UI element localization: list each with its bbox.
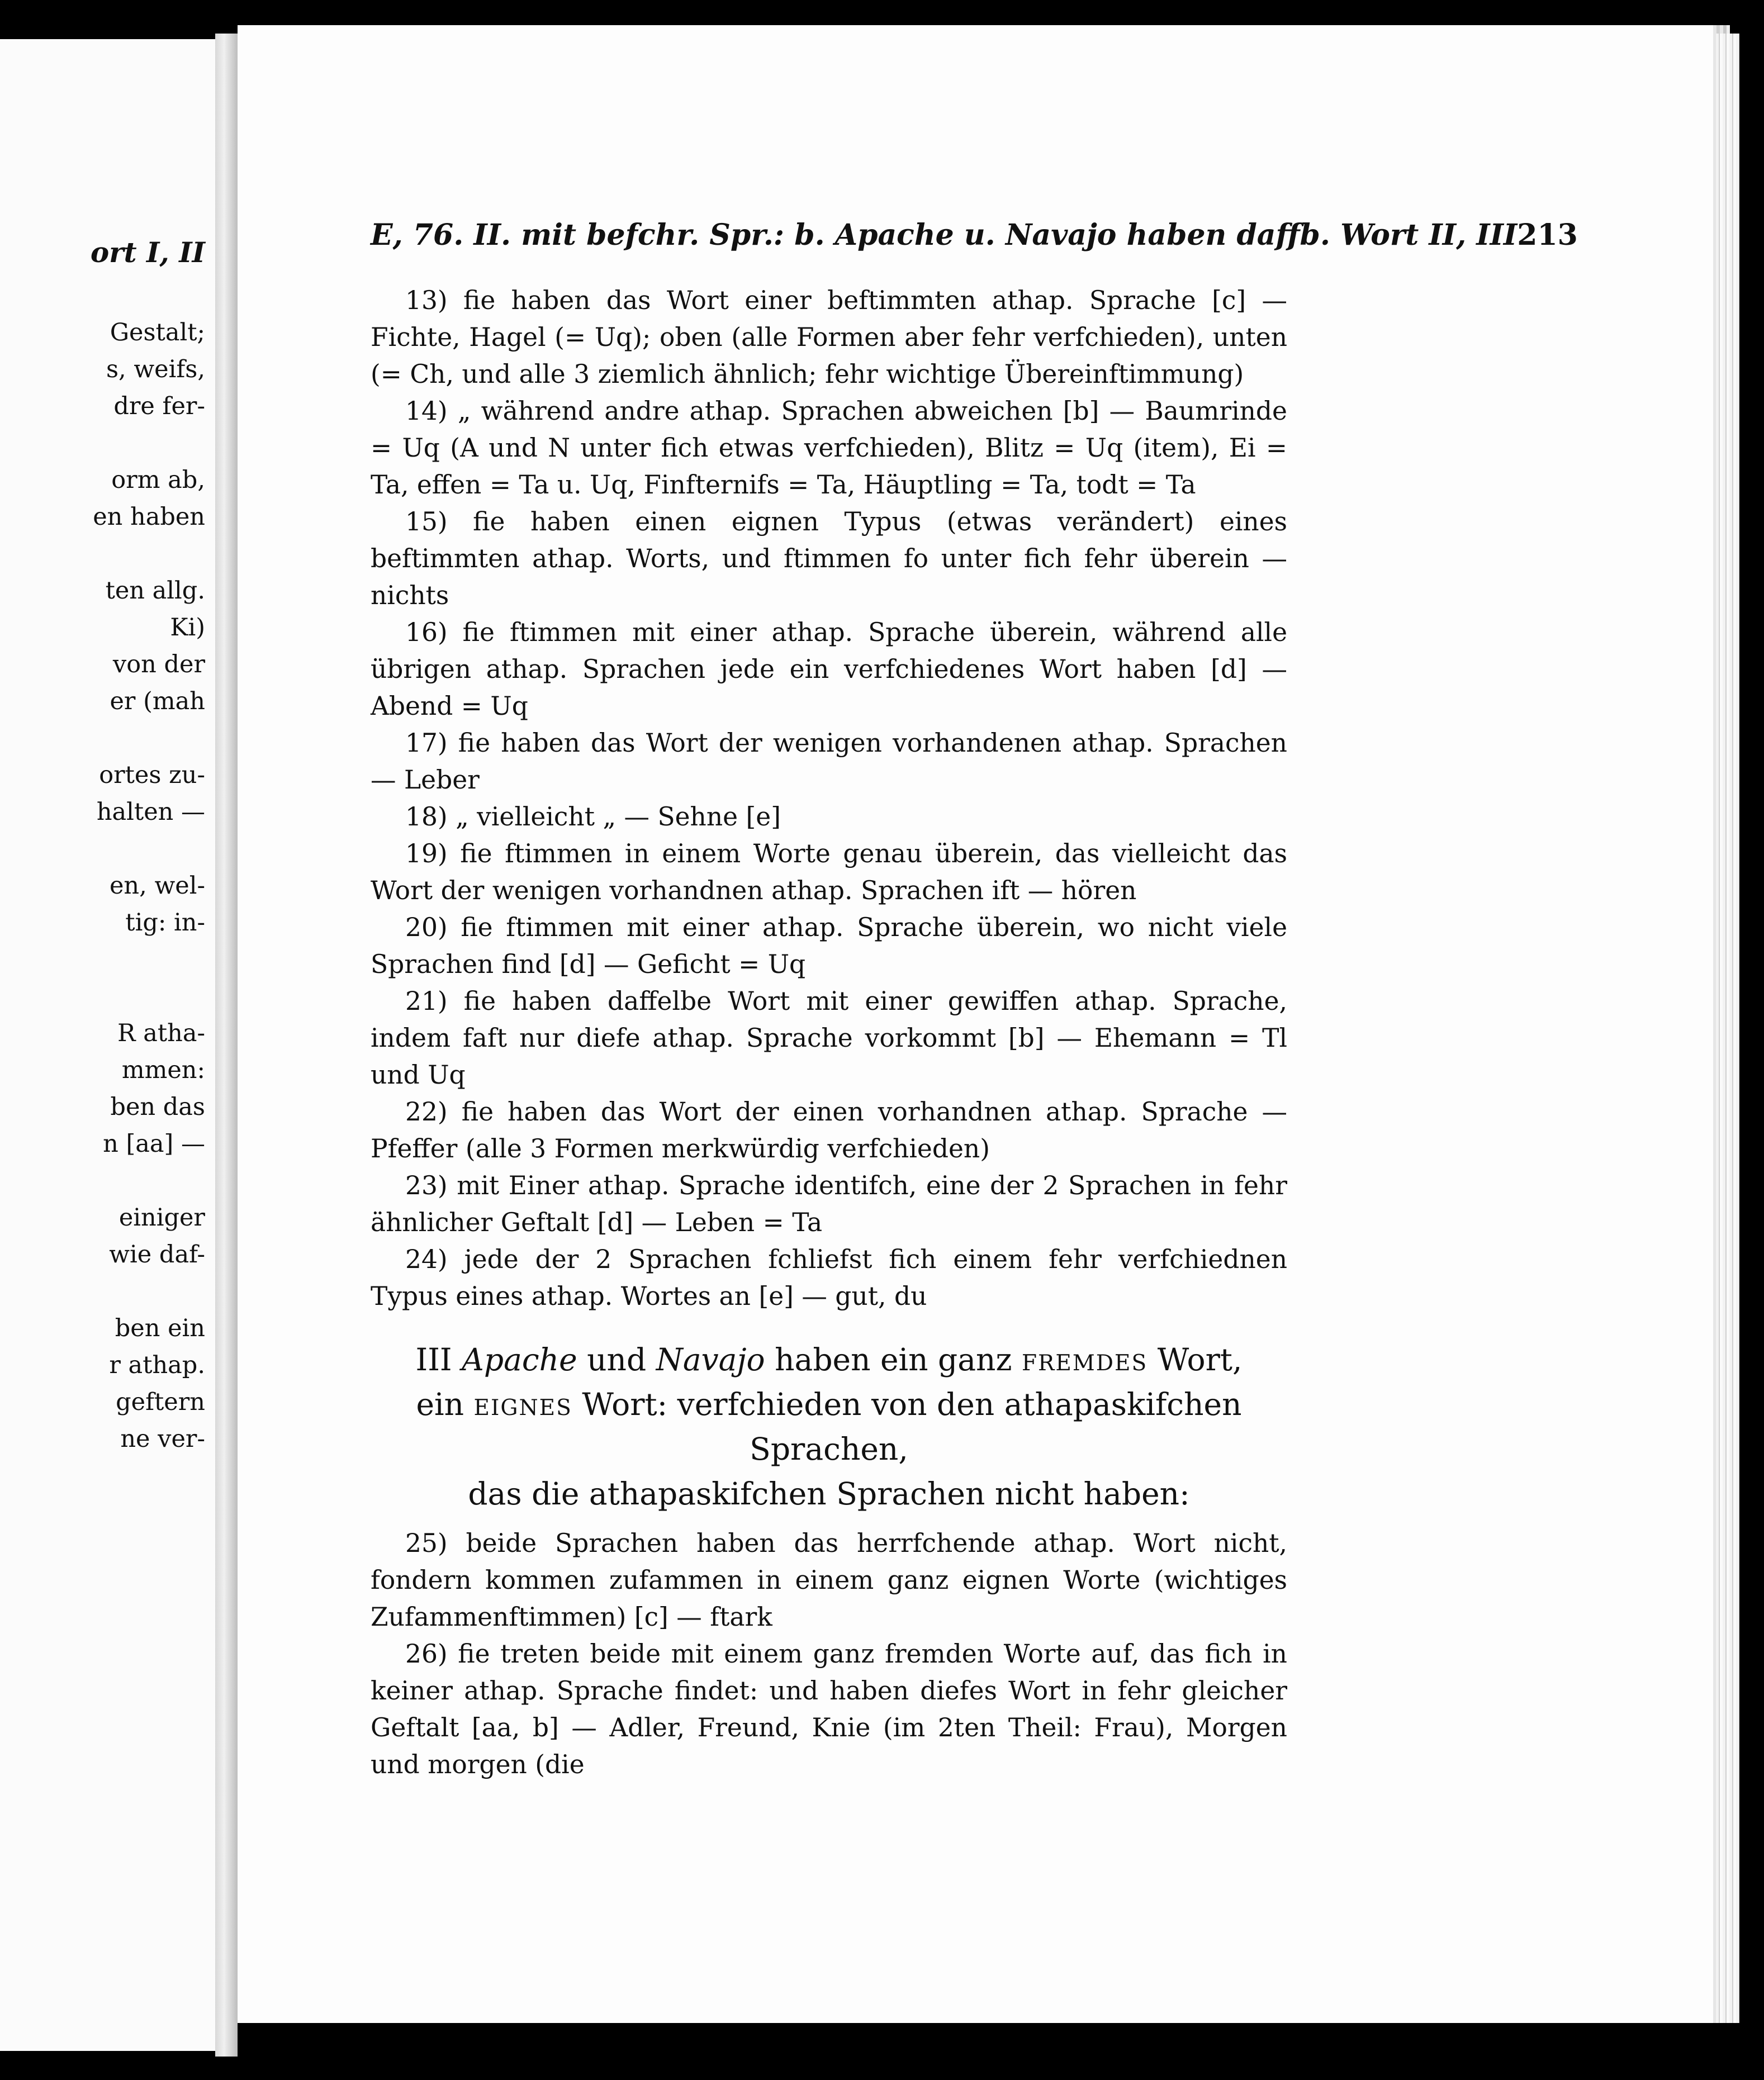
heading-text-a: haben ein ganz [765, 1342, 1022, 1378]
page-number: 213 [1517, 218, 1578, 252]
paragraph-23: 23) mit Einer athap. Sprache identifch, eine der 2 Sprachen in fehr ähnlicher Geftalt [d] — Leben = Ta [371, 1171, 1287, 1237]
paragraph-25: 25) beide Sprachen haben das herrfchende athap. Wort nicht, fondern kommen zufammen in einem ganz eignen Worte (wichtiges Zufammenftimmen) [c] — ftark [371, 1528, 1287, 1632]
paragraph-14: 14) „ während andre athap. Sprachen abweichen [b] — Baumrinde = Uq (A und N unter fich etwas verfchieden), Blitz = Uq (item), Ei = Ta, effen = Ta u. Uq, Finfternifs = Ta, Häuptling = Ta, todt = Ta [371, 396, 1287, 500]
left-page-line: wie daf- [109, 1241, 205, 1269]
heading-apache: Apache [462, 1342, 577, 1378]
left-page-line: von der [112, 650, 205, 678]
paragraph-20: 20) fie ftimmen mit einer athap. Sprache überein, wo nicht viele Sprachen find [d] — Geficht = Uq [371, 913, 1287, 979]
heading-text-b: Wort: verfchieden von den athapaskifchen Sprachen, [572, 1386, 1242, 1467]
heading-ein: ein [416, 1386, 474, 1422]
section-heading-line-3: das die athapaskifchen Sprachen nicht haben: [468, 1476, 1190, 1512]
page-edge-stack [1716, 34, 1739, 2023]
heading-eignes: eignes [473, 1386, 572, 1422]
heading-fremdes: fremdes [1021, 1342, 1148, 1378]
paragraph-19: 19) fie ftimmen in einem Worte genau überein, das vielleicht das Wort der wenigen vorhandnen athap. Sprachen ift — hören [371, 839, 1287, 905]
left-page-line: orm ab, [111, 466, 205, 494]
left-page-line: tig: in- [125, 909, 205, 937]
paragraph-22: 22) fie haben das Wort der einen vorhandnen athap. Sprache — Pfeffer (alle 3 Formen merkwürdig verfchieden) [371, 1097, 1287, 1164]
page-body [371, 282, 1287, 1783]
heading-navajo: Navajo [656, 1342, 765, 1378]
left-page-line: halten — [96, 798, 205, 826]
running-head-text: E, 76. II. mit befchr. Spr.: b. Apache u. Navajo haben daffb. Wort II, III [371, 218, 1518, 252]
paragraph-24: 24) jede der 2 Sprachen fchliefst fich einem fehr verfchiednen Typus eines athap. Wortes an [e] — gut, du [371, 1245, 1287, 1311]
left-page-line: ben das [110, 1093, 205, 1121]
left-page-line: r athap. [109, 1351, 205, 1379]
left-page-line: n [aa] — [103, 1130, 205, 1158]
paragraph-21: 21) fie haben daffelbe Wort mit einer gewiffen athap. Sprache, indem faft nur diefe athap. Sprache vorkommt [b] — Ehemann = Tl und Uq [371, 986, 1287, 1090]
section-heading-line-2 [371, 1382, 1287, 1471]
paragraph-26: 26) fie treten beide mit einem ganz fremden Worte auf, das fich in keiner athap. Sprache findet: und haben diefes Wort in fehr gleicher Geftalt [aa, b] — Adler, Freund, Knie (im 2ten Theil: Frau), Morgen und morgen (die [371, 1639, 1287, 1779]
paragraph-15: 15) fie haben einen eignen Typus (etwas verändert) eines beftimmten athap. Worts, und ftimmen fo unter fich fehr überein — nichts [371, 507, 1287, 610]
left-page-line: en, wel- [109, 872, 205, 900]
heading-wort: Wort, [1147, 1342, 1243, 1378]
heading-und: und [577, 1342, 656, 1378]
left-page-line: er (mah [110, 687, 205, 715]
paragraph-18: 18) „ vielleicht „ — Sehne [e] [405, 802, 781, 832]
left-page-line: ne ver- [120, 1425, 205, 1453]
left-page-line: Ki) [170, 614, 205, 642]
left-page-line: geftern [116, 1388, 205, 1416]
left-page-line: ortes zu- [99, 761, 205, 789]
left-page-line: R atha- [117, 1019, 205, 1047]
paragraph-13: 13) fie haben das Wort einer beftimmten athap. Sprache [c] — Fichte, Hagel (= Uq); oben (alle Formen aber fehr verfchieden), unten (= Ch, und alle 3 ziemlich ähnlich; fehr wichtige Übereinftimmung) [371, 286, 1287, 389]
running-head [371, 218, 1578, 252]
section-heading-iii [371, 1337, 1287, 1516]
paragraph-16: 16) fie ftimmen mit einer athap. Sprache überein, während alle übrigen athap. Sprachen jede ein verfchiedenes Wort haben [d] — Abend = Uq [371, 618, 1287, 721]
left-page-line: dre fer- [113, 392, 205, 420]
left-page-header: ort I, II [90, 236, 205, 269]
heading-numeral: III [415, 1342, 462, 1378]
left-page-line: s, weifs, [106, 355, 205, 383]
left-page-line: mmen: [121, 1056, 205, 1084]
left-page-line: Gestalt; [110, 319, 205, 346]
left-page-line: ten allg. [105, 577, 205, 605]
book-gutter [215, 34, 238, 2057]
left-page-line: einiger [118, 1204, 205, 1232]
paragraph-17: 17) fie haben das Wort der wenigen vorhandenen athap. Sprachen — Leber [371, 728, 1287, 795]
left-page-line: en haben [93, 503, 205, 531]
section-heading-line-1 [371, 1337, 1287, 1382]
left-page-line: ben ein [115, 1314, 205, 1342]
left-page-fragment [0, 39, 215, 2051]
